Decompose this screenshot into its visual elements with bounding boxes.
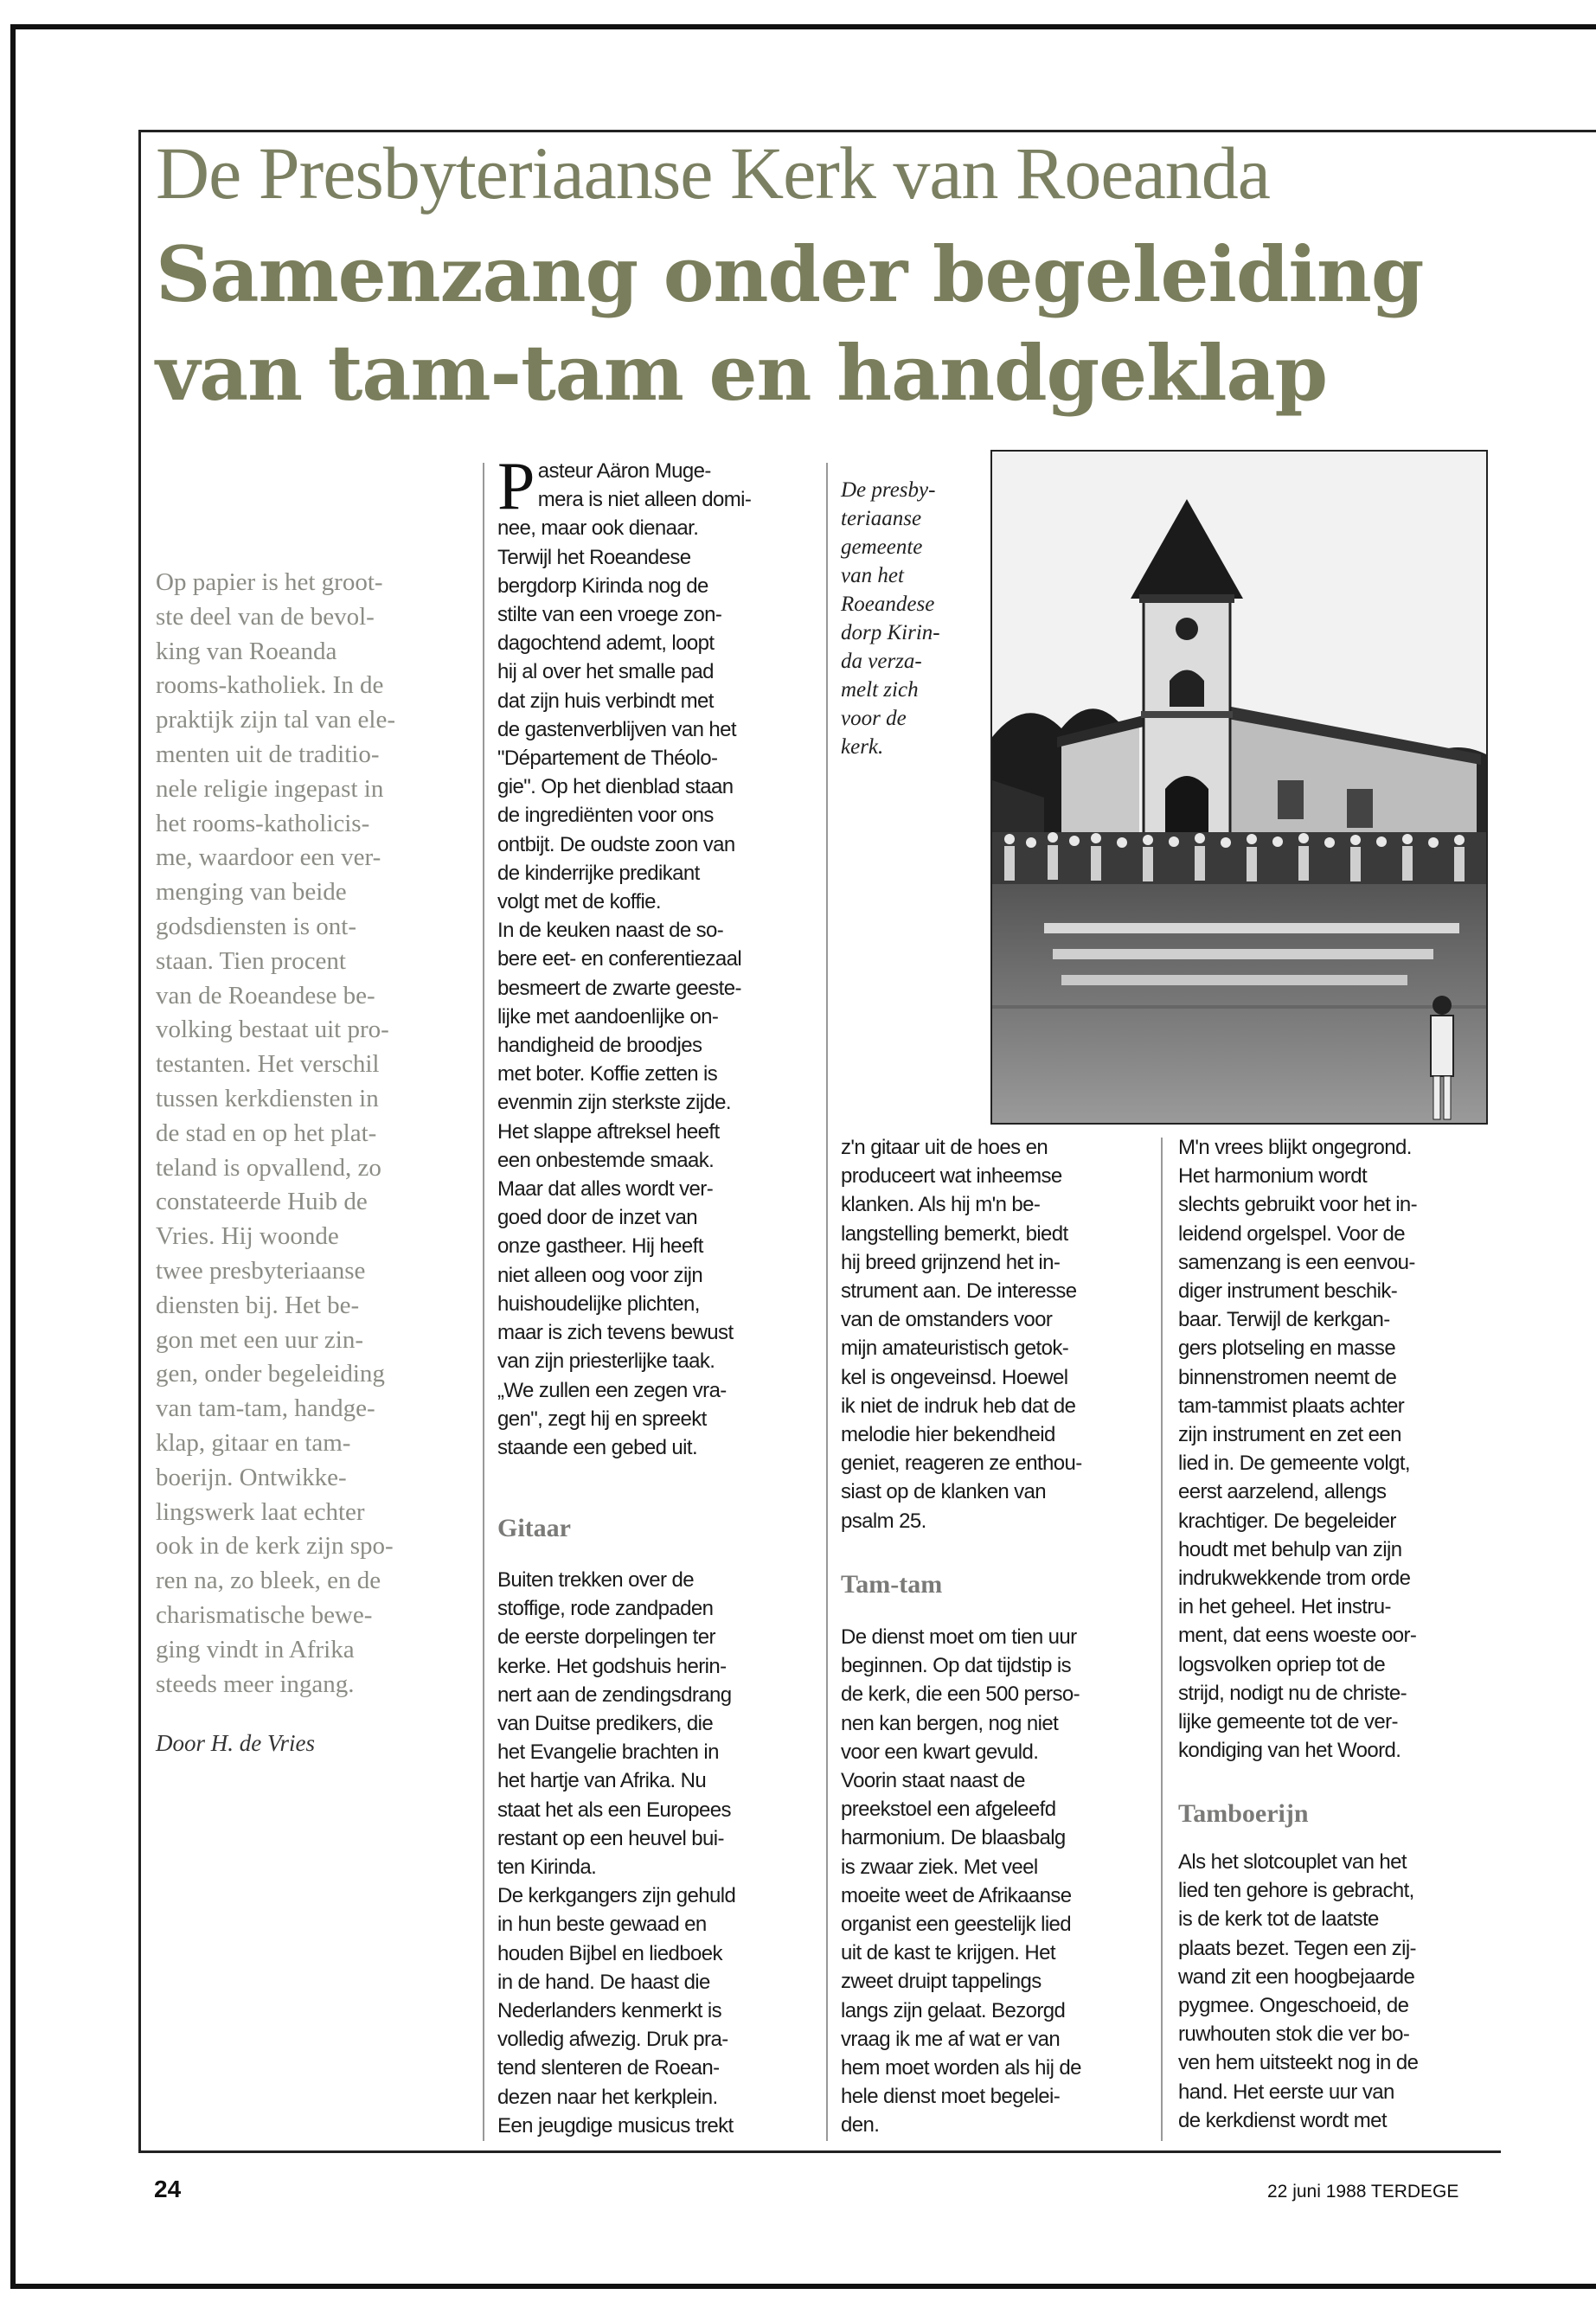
photo-caption: De presby- teriaanse gemeente van het Roeandese dorp Kirin- da verza- melt zich voor de kerk. bbox=[841, 478, 940, 759]
column-1-paragraphs: asteur Aäron Muge- mera is niet alleen domi- nee, maar ook dienaar. Terwijl het Roeandese bergdorp Kirinda nog de stilte van een vroege zon- dagochtend ademt, loopt hij al over het smalle pad dat zijn huis verbindt met de gastenverblijven van het "Département de Théolo- gie". Op het dienblad staan de ingrediënten voor ons ontbijt. De oudste zoon van de kinderrijke predikant volgt met de koffie. In de keuken naast de so- bere eet- en conferentiezaal besmeert de zwarte geeste- lijke met aandoenlijke on- handigheid de broodjes met boter. Koffie zetten is evenmin zijn sterkste zijde. Het slappe aftreksel heeft een onbestemde smaak. Maar dat alles wordt ver- goed door de inzet van onze gastheer. Hij heeft niet alleen oog voor zijn huishoudelijke plichten, maar is zich tevens bewust van zijn priesterlijke taak. „We zullen een zegen vra- gen", zegt hij en spreekt staande een gebed uit. bbox=[497, 459, 752, 1459]
column-2-continued: De dienst moet om tien uur beginnen. Op dat tijdstip is de kerk, die een 500 perso- nen kan bergen, nog niet voor een kwart gevuld. Voorin staat naast de preekstoel een afgeleefd harmonium. De blaasbalg is zwaar ziek. Met veel moeite weet de Afrikaanse organist een geestelijk lied uit de kast te krijgen. Het zweet druipt tappelings langs zijn gelaat. Bezorgd vraag ik me af wat er van hem moet worden als hij de hele dienst moet begelei- den. bbox=[841, 1625, 1081, 2138]
publication-date-line: 22 juni 1988 TERDEGE bbox=[1267, 2182, 1459, 2202]
column-rule-2 bbox=[826, 463, 828, 2141]
column-3-continued: Als het slotcouplet van het lied ten gehore is gebracht, is de kerk tot de laatste plaats bezet. Tegen een zij- wand zit een hoogbejaarde pygmee. Ongeschoeid, de ruwhouten stok die ver bo- ven hem uitsteekt nog in de hand. Het eerste uur van de kerkdienst wordt met bbox=[1178, 1850, 1419, 2132]
article-kicker: De Presbyteriaanse Kerk van Roeanda bbox=[156, 131, 1270, 215]
scan-border-bottom bbox=[10, 2284, 1596, 2289]
page-number: 24 bbox=[154, 2176, 182, 2202]
column-2-body: z'n gitaar uit de hoes en produceert wat inheemse klanken. Als hij m'n be- langstelling bemerkt, biedt hij breed grijnzend het in- strument aan. De interesse van de omstanders voor mijn amateuristisch getok- kel is ongeveinsd. Hoewel ik niet de indruk heb dat de melodie hier bekendheid geniet, reageren ze enthou- siast op de klanken van psalm 25. bbox=[841, 1136, 1082, 1533]
subhead-gitaar: Gitaar bbox=[497, 1514, 571, 1542]
subhead-tam-tam: Tam-tam bbox=[841, 1570, 943, 1599]
drop-cap: P bbox=[497, 448, 535, 523]
article-byline: Door H. de Vries bbox=[156, 1730, 315, 1756]
scan-border-top bbox=[10, 24, 1596, 29]
article-headline: Samenzang onder begeleiding van tam-tam en handgeklap bbox=[156, 229, 1424, 418]
church-photo bbox=[990, 450, 1488, 1125]
article-frame-bottom-rule bbox=[138, 2150, 1501, 2153]
column-1-body bbox=[497, 448, 816, 1462]
scan-border-left bbox=[10, 24, 16, 2289]
column-rule-3 bbox=[1161, 1138, 1163, 2141]
column-3-body: M'n vrees blijkt ongegrond. Het harmonium wordt slechts gebruikt voor het in- leidend orgelspel. Voor de samenzang is een eenvou- diger instrument beschik- baar. Terwijl de kerkgan- gers plotseling en masse binnenstromen neemt de tam-tammist plaats achter zijn instrument en zet een lied in. De gemeente volgt, eerst aarzelend, allengs krachtiger. De begeleider houdt met behulp van zijn indrukwekkende trom orde in het geheel. Het instru- ment, dat eens woeste oor- logsvolken opriep tot de strijd, nodigt nu de christe- lijke gemeente tot de ver- kondiging van het Woord. bbox=[1178, 1136, 1418, 1763]
column-1-continued: Buiten trekken over de stoffige, rode zandpaden de eerste dorpelingen ter kerke. Het godshuis herin- nert aan de zendingsdrang van Duitse predikers, die het Evangelie brachten in het hartje van Afrika. Nu staat het als een Europees restant op een heuvel bui- ten Kirinda. De kerkgangers zijn gehuld in hun beste gewaad en houden Bijbel en liedboek in de hand. De haast die Nederlanders kenmerkt is volledig afwezig. Druk pra- tend slenteren de Roean- dezen naar het kerkplein. Een jeugdige musicus trekt bbox=[497, 1568, 736, 2138]
church-illustration bbox=[992, 452, 1486, 1123]
article-intro: Op papier is het groot- ste deel van de bevol- king van Roeanda rooms-katholiek. In de praktijk zijn tal van ele- menten uit de traditio- nele religie ingepast in het rooms-katholicis- me, waardoor een ver- menging van beide godsdiensten is ont- staan. Tien procent van de Roeandese be- volking bestaat uit pro- testanten. Het verschil tussen kerkdiensten in de stad en op het plat- teland is opvallend, zo constateerde Huib de Vries. Hij woonde twee presbyteriaanse diensten bij. Het be- gon met een uur zin- gen, onder begeleiding van tam-tam, handge- klap, gitaar en tam- boerijn. Ontwikke- lingswerk laat echter ook in de kerk zijn spo- ren na, zo bleek, en de charismatische bewe- ging vindt in Afrika steeds meer ingang. bbox=[156, 568, 396, 1698]
article-frame-left-rule bbox=[138, 130, 141, 2152]
column-rule-1 bbox=[483, 463, 484, 2141]
subhead-tamboerijn: Tamboerijn bbox=[1178, 1799, 1309, 1828]
